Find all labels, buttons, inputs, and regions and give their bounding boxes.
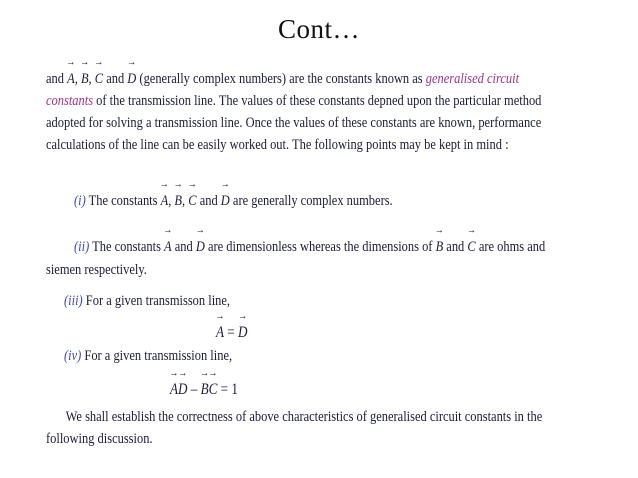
- vector-a: → A: [67, 68, 75, 90]
- vector-b: → B: [81, 68, 89, 90]
- highlight-term-cont: constants: [46, 92, 94, 109]
- point-iv-number: (iv): [64, 347, 82, 364]
- point-iii-number: (iii): [64, 292, 83, 309]
- point-iii: (iii) For a given transmisson line,: [64, 292, 231, 309]
- point-ii-number: (ii): [74, 238, 90, 255]
- closing-line-2: following discussion.: [46, 430, 153, 447]
- equation-2: → A→ D – → B→ C = 1: [170, 379, 626, 401]
- closing-line-1: We shall establish the correctness of above characteristics of generalised circuit constants in the: [65, 408, 543, 425]
- highlight-term: generalised circuit: [425, 70, 520, 87]
- point-ii: (ii) The constants → A and → D are dimensionless whereas the dimensions of → B and → C are ohms and: [74, 236, 530, 258]
- vector-d: → D: [127, 68, 136, 90]
- intro-line-1: and → A, → B, → C and → D (generally complex numbers) are the constants known as generalised circuit: [46, 68, 502, 90]
- equation-1: → A = → D: [216, 322, 638, 344]
- intro-line-3: adopted for solving a transmission line. Once the values of these constants are known, performance: [46, 114, 542, 131]
- point-iv: (iv) For a given transmission line,: [64, 347, 233, 364]
- point-i-number: (i): [74, 192, 86, 209]
- vector-c: → C: [95, 68, 103, 90]
- intro-line-2: constants of the transmission line. The values of these constants depned upon the particular method: [46, 92, 542, 109]
- point-ii-continuation: siemen respectively.: [46, 261, 147, 278]
- point-i: (i) The constants → A, → B, → C and → D are generally complex numbers.: [74, 190, 530, 212]
- intro-paragraph: [46, 68, 542, 156]
- slide-title: Cont…: [277, 14, 360, 44]
- intro-line-4: calculations of the line can be easily worked out. The following points may be kept in mind :: [46, 136, 509, 153]
- closing-paragraph: [46, 406, 543, 450]
